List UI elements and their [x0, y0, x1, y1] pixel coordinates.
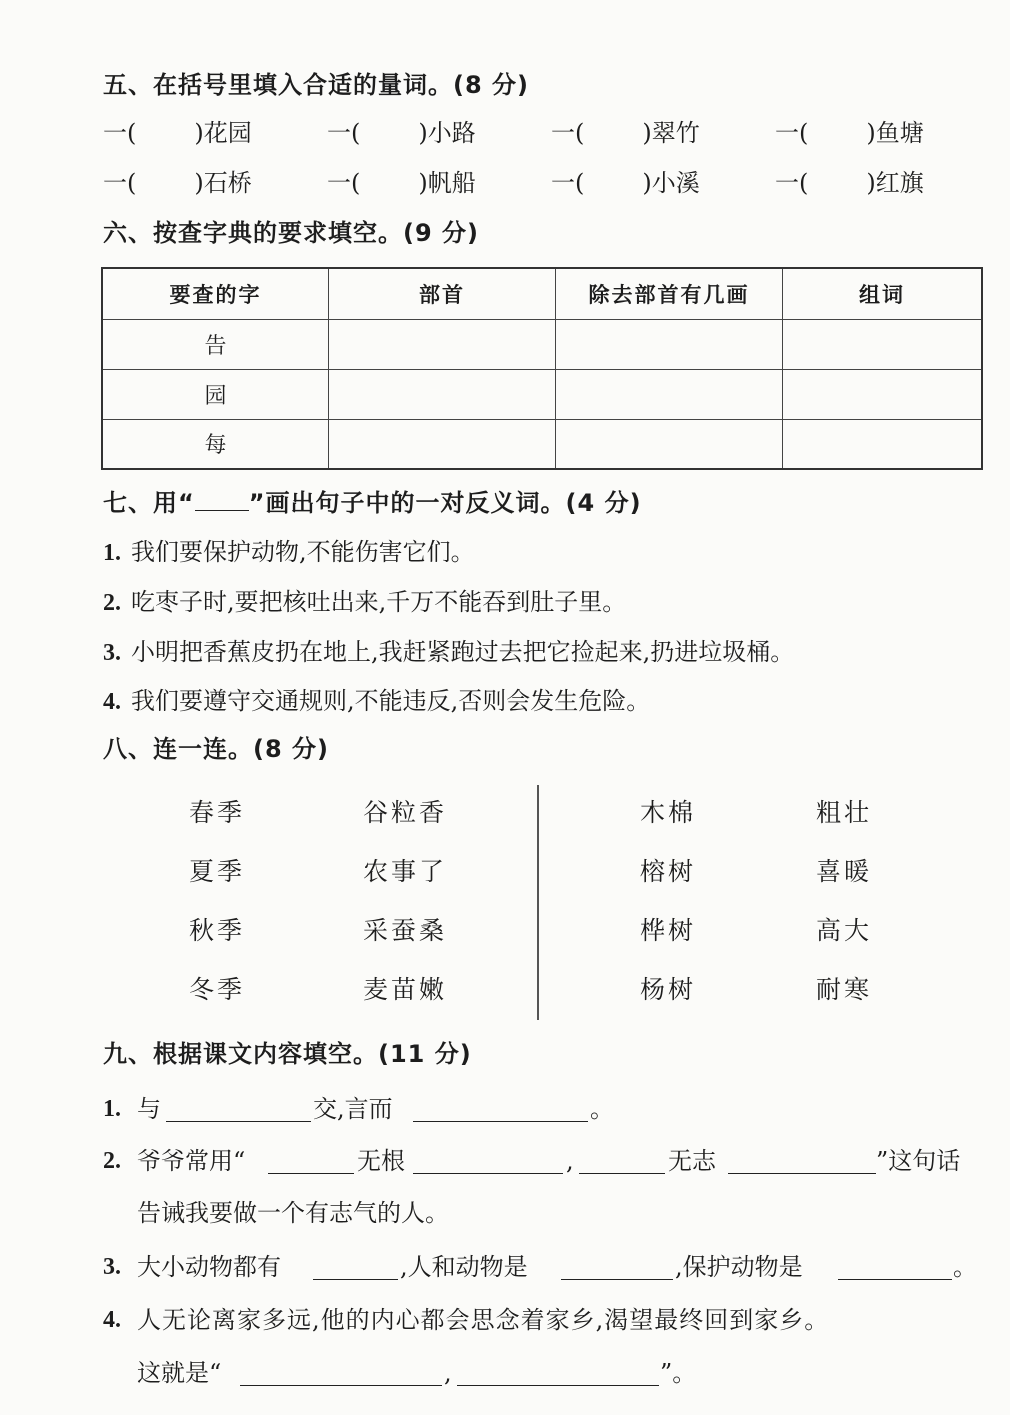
tree-word[interactable]: 榕树 [640, 857, 697, 886]
tree-word[interactable]: 桦树 [640, 916, 697, 945]
dictionary-table [101, 267, 983, 470]
measure-word-item[interactable]: 一( )花园 [103, 119, 252, 147]
question-number: 3. [103, 1254, 121, 1280]
sentence-item: 3. 小明把香蕉皮扔在地上,我赶紧跑过去把它捡起来,扔进垃圾桶。 [103, 638, 795, 666]
season-word[interactable]: 夏季 [189, 857, 246, 886]
measure-word-item[interactable]: 一( )小路 [327, 119, 476, 147]
answer-cell[interactable] [556, 419, 783, 469]
trait-word[interactable]: 耐寒 [816, 975, 873, 1004]
measure-word-item[interactable]: 一( )红旗 [775, 169, 924, 197]
question-number: 2. [103, 1148, 121, 1174]
sentence-item: 4. 我们要遵守交通规则,不能违反,否则会发生危险。 [103, 687, 651, 715]
table-header: 除去部首有几画 [556, 268, 783, 319]
phrase-word[interactable]: 农事了 [363, 857, 448, 886]
fill-blank[interactable] [561, 1257, 673, 1280]
section-8-title: 八、连一连。(8 分) [103, 735, 329, 763]
fill-blank[interactable] [457, 1363, 659, 1386]
measure-word-item[interactable]: 一( )翠竹 [551, 119, 700, 147]
fill-blank[interactable] [166, 1099, 311, 1122]
fill-blank[interactable] [728, 1151, 876, 1174]
fill-blank[interactable] [268, 1151, 354, 1174]
measure-word-item[interactable]: 一( )帆船 [327, 169, 476, 197]
tree-word[interactable]: 木棉 [640, 798, 697, 827]
phrase-word[interactable]: 谷粒香 [363, 798, 448, 827]
measure-word-item[interactable]: 一( )小溪 [551, 169, 700, 197]
section-7-title: 七、用“ ”画出句子中的一对反义词。(4 分) [103, 489, 642, 517]
question-number: 1. [103, 1096, 121, 1122]
section-9-title: 九、根据课文内容填空。(11 分) [103, 1040, 472, 1068]
divider-line [537, 785, 539, 1020]
sentence-item: 2. 吃枣子时,要把核吐出来,千万不能吞到肚子里。 [103, 588, 627, 616]
lookup-char: 每 [102, 419, 329, 469]
fill-blank[interactable] [413, 1151, 563, 1174]
answer-cell[interactable] [329, 319, 556, 369]
sentence-item: 1. 我们要保护动物,不能伤害它们。 [103, 538, 475, 566]
answer-cell[interactable] [556, 319, 783, 369]
table-header: 组词 [783, 268, 983, 319]
measure-word-item[interactable]: 一( )鱼塘 [775, 119, 924, 147]
trait-word[interactable]: 高大 [816, 916, 873, 945]
fill-blank[interactable] [240, 1363, 442, 1386]
trait-word[interactable]: 粗壮 [816, 798, 873, 827]
fill-blank[interactable] [579, 1151, 665, 1174]
season-word[interactable]: 秋季 [189, 916, 246, 945]
fill-blank[interactable] [313, 1257, 398, 1280]
answer-cell[interactable] [556, 369, 783, 419]
answer-cell[interactable] [329, 369, 556, 419]
fill-blank[interactable] [413, 1099, 588, 1122]
phrase-word[interactable]: 麦苗嫩 [363, 975, 448, 1004]
table-header: 部首 [329, 268, 556, 319]
measure-word-item[interactable]: 一( )石桥 [103, 169, 252, 197]
answer-cell[interactable] [783, 319, 983, 369]
tree-word[interactable]: 杨树 [640, 975, 697, 1004]
trait-word[interactable]: 喜暖 [816, 857, 873, 886]
lookup-char: 园 [102, 369, 329, 419]
lookup-char: 告 [102, 319, 329, 369]
answer-cell[interactable] [783, 369, 983, 419]
season-word[interactable]: 冬季 [189, 975, 246, 1004]
phrase-word[interactable]: 采蚕桑 [363, 916, 448, 945]
question-number: 4. [103, 1307, 121, 1333]
section-6-title: 六、按查字典的要求填空。(9 分) [103, 219, 479, 247]
season-word[interactable]: 春季 [189, 798, 246, 827]
answer-cell[interactable] [329, 419, 556, 469]
fill-blank[interactable] [838, 1257, 952, 1280]
answer-cell[interactable] [783, 419, 983, 469]
section-5-title: 五、在括号里填入合适的量词。(8 分) [103, 71, 529, 99]
table-header: 要查的字 [102, 268, 329, 319]
